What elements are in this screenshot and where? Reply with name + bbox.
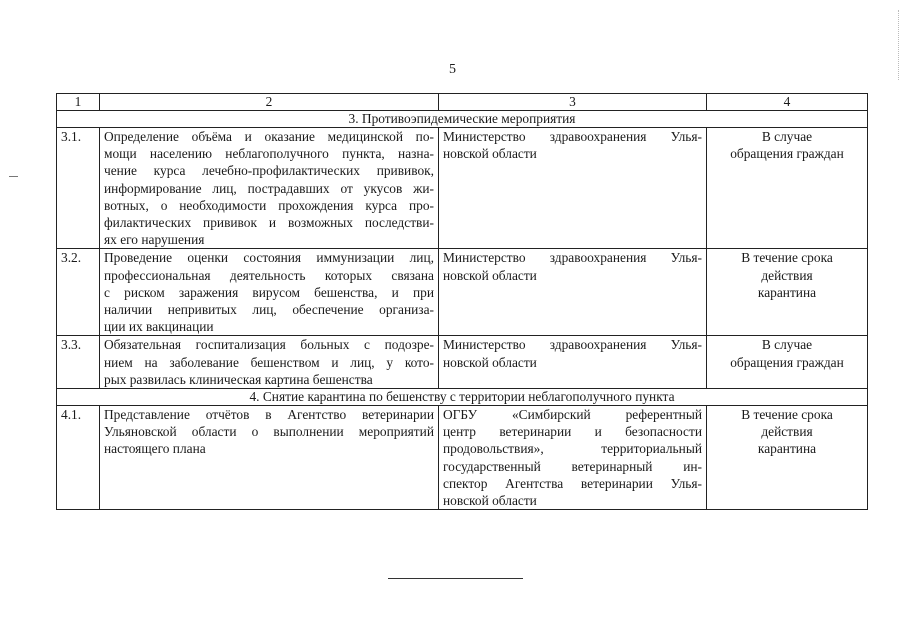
- text-line: ях его нарушения: [104, 232, 205, 248]
- section-row: [57, 389, 868, 406]
- text-line: Обязательная госпитализация больных с подозре-: [104, 337, 434, 353]
- text-line: Министерство здравоохранения Улья-: [443, 250, 702, 266]
- text-line: В случае: [761, 337, 813, 353]
- execution-term: [707, 406, 868, 510]
- text-line: ции их вакцинации: [104, 319, 214, 335]
- execution-term: [707, 336, 868, 389]
- table-row: [57, 128, 868, 249]
- text-line: государственный ветеринарный ин-: [443, 458, 702, 474]
- text-line: карантина: [757, 441, 817, 457]
- text-line: Проведение оценки состояния иммунизации лиц,: [104, 250, 434, 266]
- text-line: новской области: [443, 146, 537, 162]
- text-line: Министерство здравоохранения Улья-: [443, 337, 702, 353]
- text-line: нием на заболевание бешенством и лиц, у кото-: [104, 354, 434, 370]
- text-line: продовольствия», территориальный: [443, 441, 702, 457]
- text-line: обращения граждан: [730, 354, 844, 370]
- text-line: новской области: [443, 493, 537, 509]
- execution-term: [707, 128, 868, 249]
- header-cell-1: 1: [57, 94, 100, 111]
- text-line: ОГБУ «Симбирский референтный: [443, 407, 702, 423]
- text-line: вотных, о необходимости прохождения курса про-: [104, 197, 434, 213]
- text-line: спектор Агентства ветеринарии Улья-: [443, 475, 702, 491]
- table-row: [57, 406, 868, 510]
- text-line: карантина: [757, 284, 817, 300]
- footer-rule: [388, 578, 523, 579]
- page-number: 5: [449, 62, 456, 77]
- section-row: [57, 111, 868, 128]
- text-line: обращения граждан: [730, 146, 844, 162]
- text-line: филактических прививок и возможных последстви-: [104, 215, 434, 231]
- text-line: чение курса лечебно-профилактических прививок,: [104, 163, 434, 179]
- text-line: центр ветеринарии и безопасности: [443, 424, 702, 440]
- header-cell-3: 3: [439, 94, 707, 111]
- text-line: действия: [761, 267, 813, 283]
- text-line: рых развилась клиническая картина бешенства: [104, 371, 373, 387]
- header-cell-4: 4: [707, 94, 868, 111]
- text-line: мощи населению неблагополучного пункта, назна-: [104, 146, 434, 162]
- execution-term: [707, 249, 868, 336]
- item-number: 4.1.: [57, 406, 100, 510]
- text-line: Министерство здравоохранения Улья-: [443, 129, 702, 144]
- text-line: Определение объёма и оказание медицинской по-: [104, 129, 434, 144]
- responsible-party: [439, 128, 707, 249]
- table-row: [57, 249, 868, 336]
- text-line: новской области: [443, 354, 537, 370]
- measures-table: [56, 93, 868, 510]
- text-line: настоящего плана: [104, 441, 206, 457]
- table-row: [57, 336, 868, 389]
- text-line: действия: [761, 424, 813, 440]
- measure-description: [100, 336, 439, 389]
- item-number: 3.2.: [57, 249, 100, 336]
- item-number: 3.3.: [57, 336, 100, 389]
- text-line: В случае: [761, 129, 813, 144]
- text-line: Ульяновской области о выполнении мероприятий: [104, 424, 434, 440]
- responsible-party: [439, 249, 707, 336]
- text-line: новской области: [443, 267, 537, 283]
- header-cell-2: 2: [100, 94, 439, 111]
- text-line: В течение срока: [741, 407, 833, 423]
- text-line: с риском заражения вирусом бешенства, и при: [104, 284, 434, 300]
- table-header-row: [57, 94, 868, 111]
- section-title: 3. Противоэпидемические мероприятия: [57, 111, 868, 128]
- text-line: информирование лиц, пострадавших от укусов жи-: [104, 180, 434, 196]
- measure-description: [100, 128, 439, 249]
- text-line: Представление отчётов в Агентство ветеринарии: [104, 407, 434, 423]
- responsible-party: [439, 406, 707, 510]
- item-number: 3.1.: [57, 128, 100, 249]
- text-line: наличии непривитых лиц, обеспечение организа-: [104, 302, 434, 318]
- edge-scan-marks: [894, 10, 899, 80]
- section-title: 4. Снятие карантина по бешенству с территории неблагополучного пункта: [57, 389, 868, 406]
- text-line: профессиональная деятельность которых связана: [104, 267, 434, 283]
- responsible-party: [439, 336, 707, 389]
- measure-description: [100, 249, 439, 336]
- text-line: В течение срока: [741, 250, 833, 266]
- margin-mark: [9, 176, 18, 177]
- measure-description: [100, 406, 439, 510]
